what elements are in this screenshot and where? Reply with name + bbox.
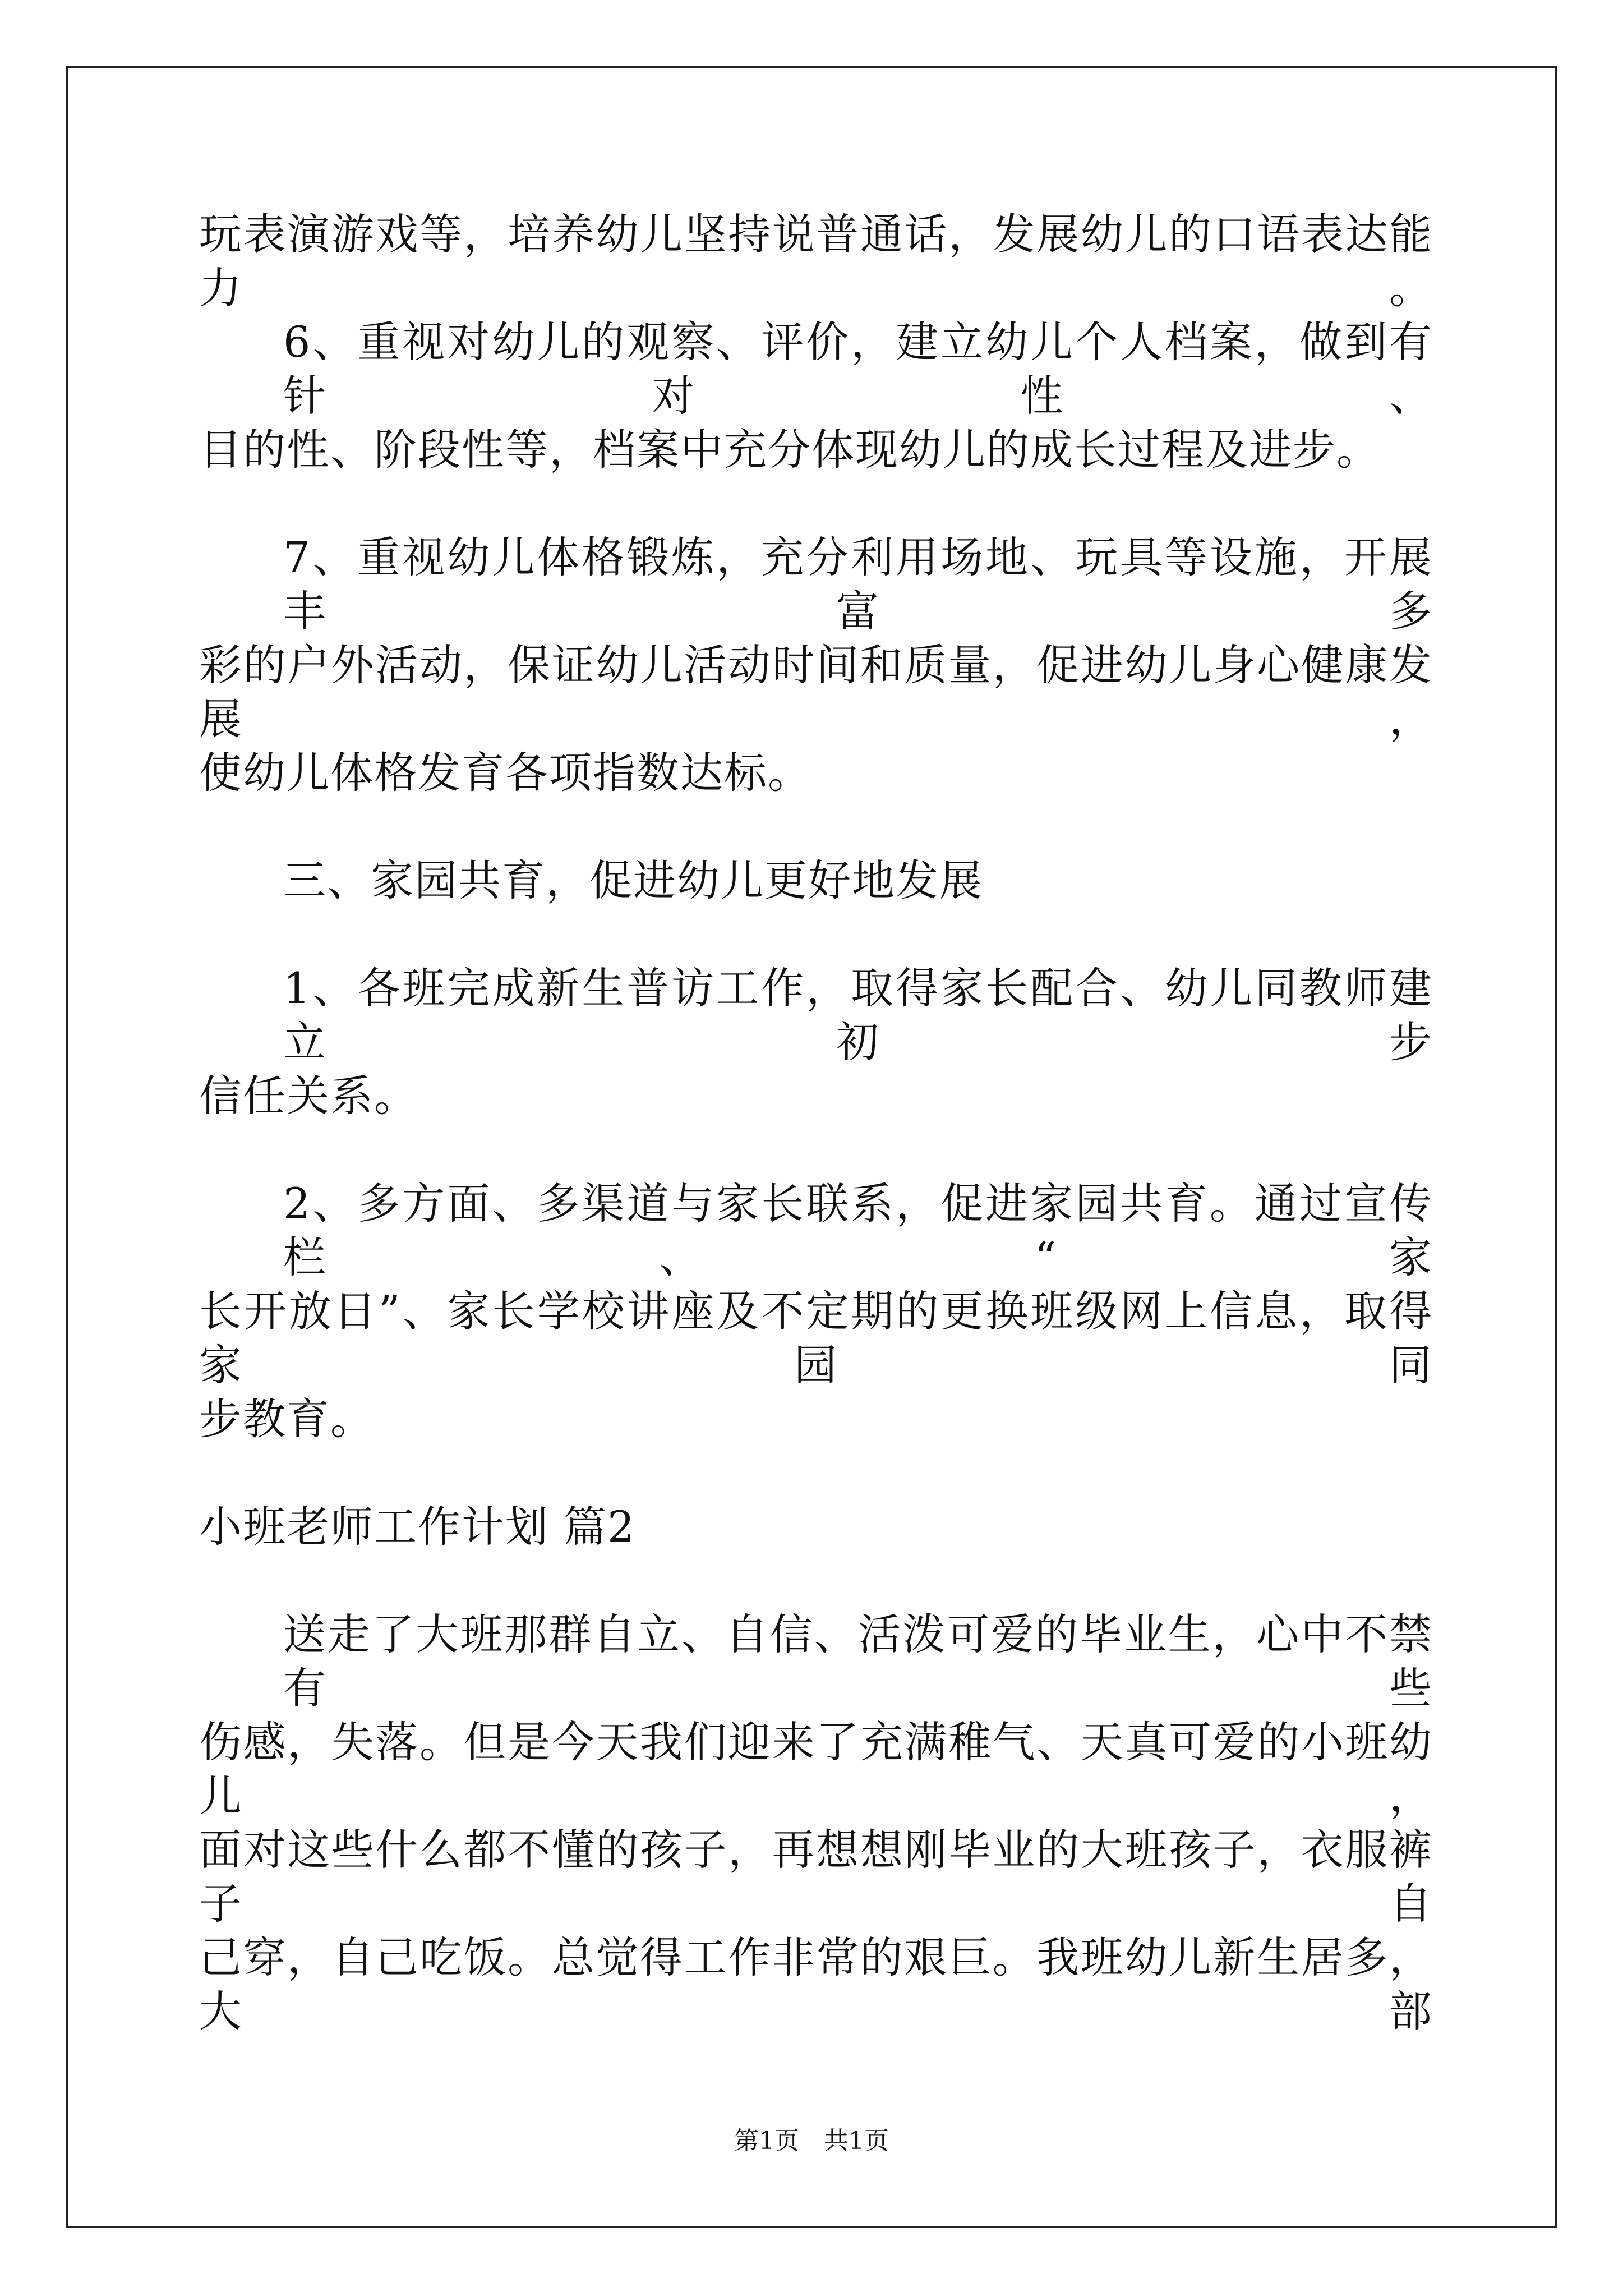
article-title: 小班老师工作计划 篇2 <box>199 1502 636 1552</box>
text-line: 送走了大班那群自立、自信、活泼可爱的毕业生，心中不禁有些 <box>283 1609 1433 1713</box>
text-line: 长开放日”、家长学校讲座及不定期的更换班级网上信息，取得家园同 <box>199 1286 1433 1390</box>
text-line: 面对这些什么都不懂的孩子，再想想刚毕业的大班孩子，衣服裤子自 <box>199 1825 1433 1929</box>
text-line: 伤感，失落。但是今天我们迎来了充满稚气、天真可爱的小班幼儿， <box>199 1717 1433 1821</box>
section-heading: 三、家园共育，促进幼儿更好地发展 <box>283 855 983 905</box>
page-total: 共1页 <box>824 2127 889 2155</box>
text-line: 信任关系。 <box>199 1071 418 1121</box>
text-line: 1、各班完成新生普访工作，取得家长配合、幼儿同教师建立初步 <box>283 963 1433 1067</box>
text-line: 步教育。 <box>199 1394 374 1444</box>
page-footer <box>0 2125 1623 2157</box>
text-line: 6、重视对幼儿的观察、评价，建立幼儿个人档案，做到有针对性、 <box>283 317 1433 421</box>
text-line: 己穿，自己吃饭。总觉得工作非常的艰巨。我班幼儿新生居多，大部 <box>199 1932 1433 2036</box>
text-line: 彩的户外活动，保证幼儿活动时间和质量，促进幼儿身心健康发展， <box>199 640 1433 744</box>
page-number: 第1页 <box>734 2127 799 2155</box>
text-line: 7、重视幼儿体格锻炼，充分利用场地、玩具等设施，开展丰富多 <box>283 532 1433 636</box>
document-body <box>199 208 1433 2039</box>
text-line: 目的性、阶段性等，档案中充分体现幼儿的成长过程及进步。 <box>199 425 1380 475</box>
text-line: 玩表演游戏等，培养幼儿坚持说普通话，发展幼儿的口语表达能力。 <box>199 209 1433 313</box>
text-line: 2、多方面、多渠道与家长联系，促进家园共育。通过宣传栏、“家 <box>283 1179 1433 1282</box>
text-line: 使幼儿体格发育各项指数达标。 <box>199 748 811 798</box>
